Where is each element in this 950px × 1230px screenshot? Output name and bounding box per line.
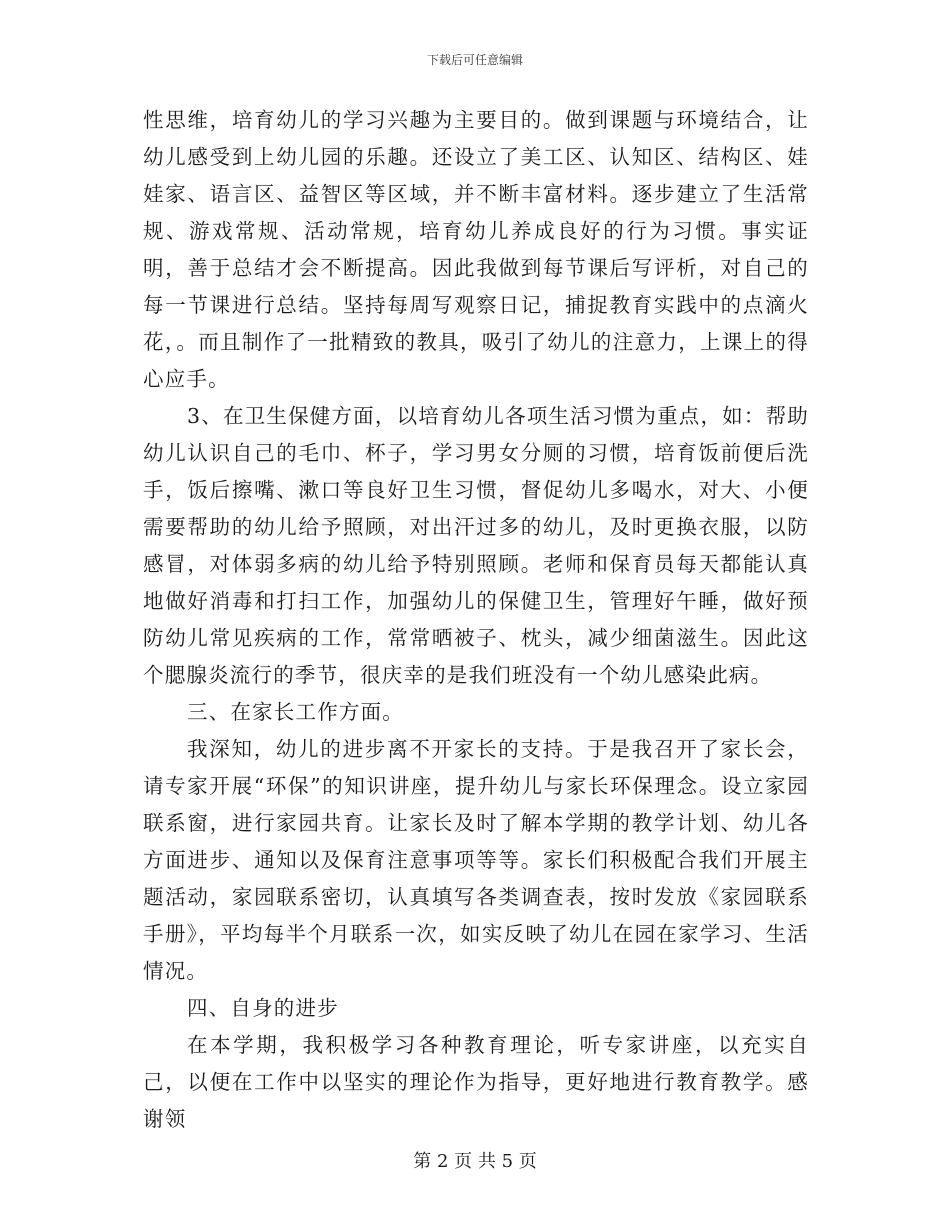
page-header: 下载后可任意编辑 [426, 53, 523, 67]
paragraph-hygiene: 3、在卫生保健方面，以培育幼儿各项生活习惯为重点，如：帮助幼儿认识自己的毛巾、杯子，学习男女分厕的习惯，培育饭前便后洗手，饭后擦嘴、漱口等良好卫生习惯，督促幼儿多喝水，对大、小便需要帮助的幼儿给予照顾，对出汗过多的幼儿，及时更换衣服，以防感冒，对体弱多病的幼儿给予特别照顾。老师和保育员每天都能认真地做好消毒和打扫工作，加强幼儿的保健卫生，管理好午睡，做好预防幼儿常见疾病的工作，常常晒被子、枕头，减少细菌滋生。因此这个腮腺炎流行的季节，很庆幸的是我们班没有一个幼儿感染此病。 [143, 404, 809, 687]
paragraph-parents: 我深知，幼儿的进步离不开家长的支持。于是我召开了家长会，请专家开展“环保”的知识讲座，提升幼儿与家长环保理念。设立家园联系窗，进行家园共育。让家长及时了解本学期的教学计划、幼儿各方面进步、通知以及保育注意事项等等。家长们积极配合我们开展主题活动，家园联系密切，认真填写各类调查表，按时发放《家园联系手册》，平均每半个月联系一次，如实反映了幼儿在园在家学习、生活情况。 [143, 737, 809, 983]
paragraph-self-progress: 在本学期，我积极学习各种教育理论，听专家讲座，以充实自己，以便在工作中以坚实的理论作为指导，更好地进行教育教学。感谢领 [143, 1033, 809, 1131]
document-body [143, 102, 809, 1138]
section-heading-self-progress: 四、自身的进步 [187, 996, 339, 1020]
page-footer: 第 2 页 共 5 页 [413, 1151, 537, 1172]
paragraph-continuation: 性思维，培育幼儿的学习兴趣为主要目的。做到课题与环境结合，让幼儿感受到上幼儿园的乐趣。还设立了美工区、认知区、结构区、娃娃家、语言区、益智区等区域，并不断丰富材料。逐步建立了生活常规、游戏常规、活动常规，培育幼儿养成良好的行为习惯。事实证明，善于总结才会不断提高。因此我做到每节课后写评析，对自己的每一节课进行总结。坚持每周写观察日记，捕捉教育实践中的点滴火花，。而且制作了一批精致的教具，吸引了幼儿的注意力，上课上的得心应手。 [143, 108, 809, 391]
section-heading-parents: 三、在家长工作方面。 [187, 700, 404, 724]
